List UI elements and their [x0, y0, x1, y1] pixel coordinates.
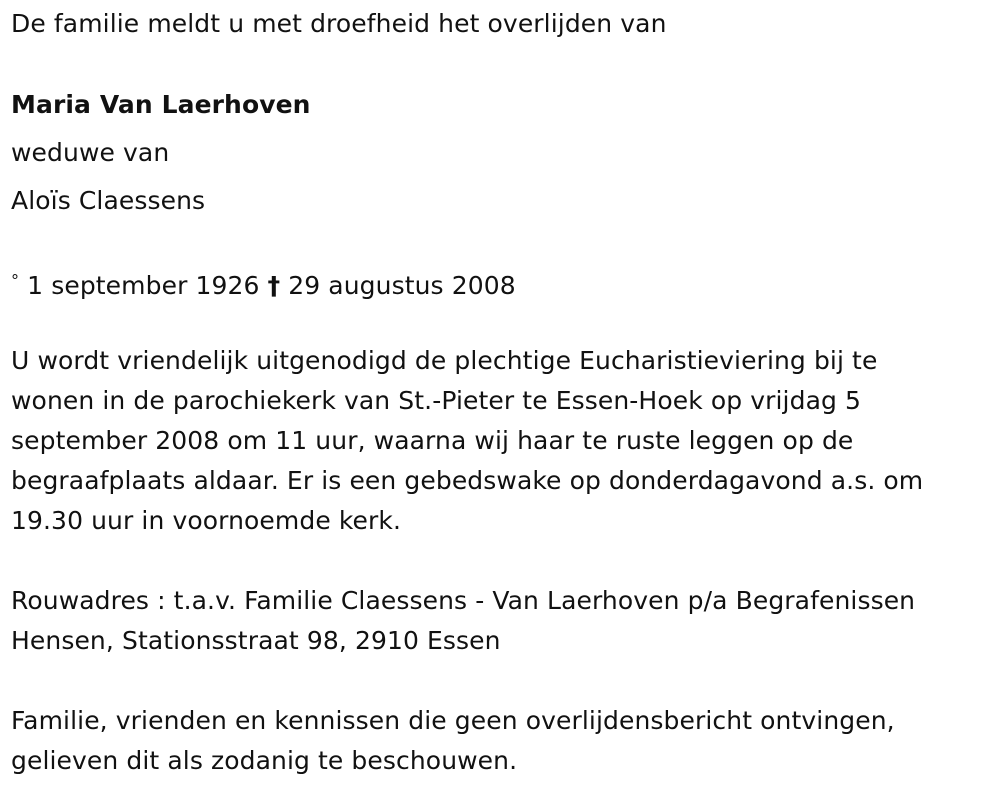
closing-line: Familie, vrienden en kennissen die geen overlijdensbericht ontvingen, — [11, 706, 895, 735]
cross-icon: † — [267, 271, 281, 300]
birth-symbol: ° — [11, 271, 20, 290]
life-dates — [11, 261, 516, 306]
deceased-name: Maria Van Laerhoven — [11, 90, 311, 119]
invitation-line: U wordt vriendelijk uitgenodigd de plechtige Eucharistieviering bij te — [11, 346, 878, 375]
closing-line: gelieven dit als zodanig te beschouwen. — [11, 746, 518, 775]
invitation-line: wonen in de parochiekerk van St.-Pieter te Essen-Hoek op vrijdag 5 — [11, 386, 862, 415]
invitation-line: begraafplaats aldaar. Er is een gebedswake op donderdagavond a.s. om — [11, 466, 924, 495]
address-line: Rouwadres : t.a.v. Familie Claessens - Van Laerhoven p/a Begrafenissen — [11, 586, 916, 615]
intro-text: De familie meldt u met droefheid het overlijden van — [11, 9, 667, 38]
spouse-name: Aloïs Claessens — [11, 186, 206, 215]
address-line: Hensen, Stationsstraat 98, 2910 Essen — [11, 626, 501, 655]
invitation-paragraph — [11, 341, 923, 541]
invitation-line: 19.30 uur in voornoemde kerk. — [11, 506, 402, 535]
invitation-line: september 2008 om 11 uur, waarna wij haar te ruste leggen op de — [11, 426, 854, 455]
closing-paragraph — [11, 701, 895, 781]
address-paragraph — [11, 581, 915, 661]
death-date: 29 augustus 2008 — [288, 271, 516, 300]
relation-text: weduwe van — [11, 138, 170, 167]
birth-date: 1 september 1926 — [27, 271, 260, 300]
